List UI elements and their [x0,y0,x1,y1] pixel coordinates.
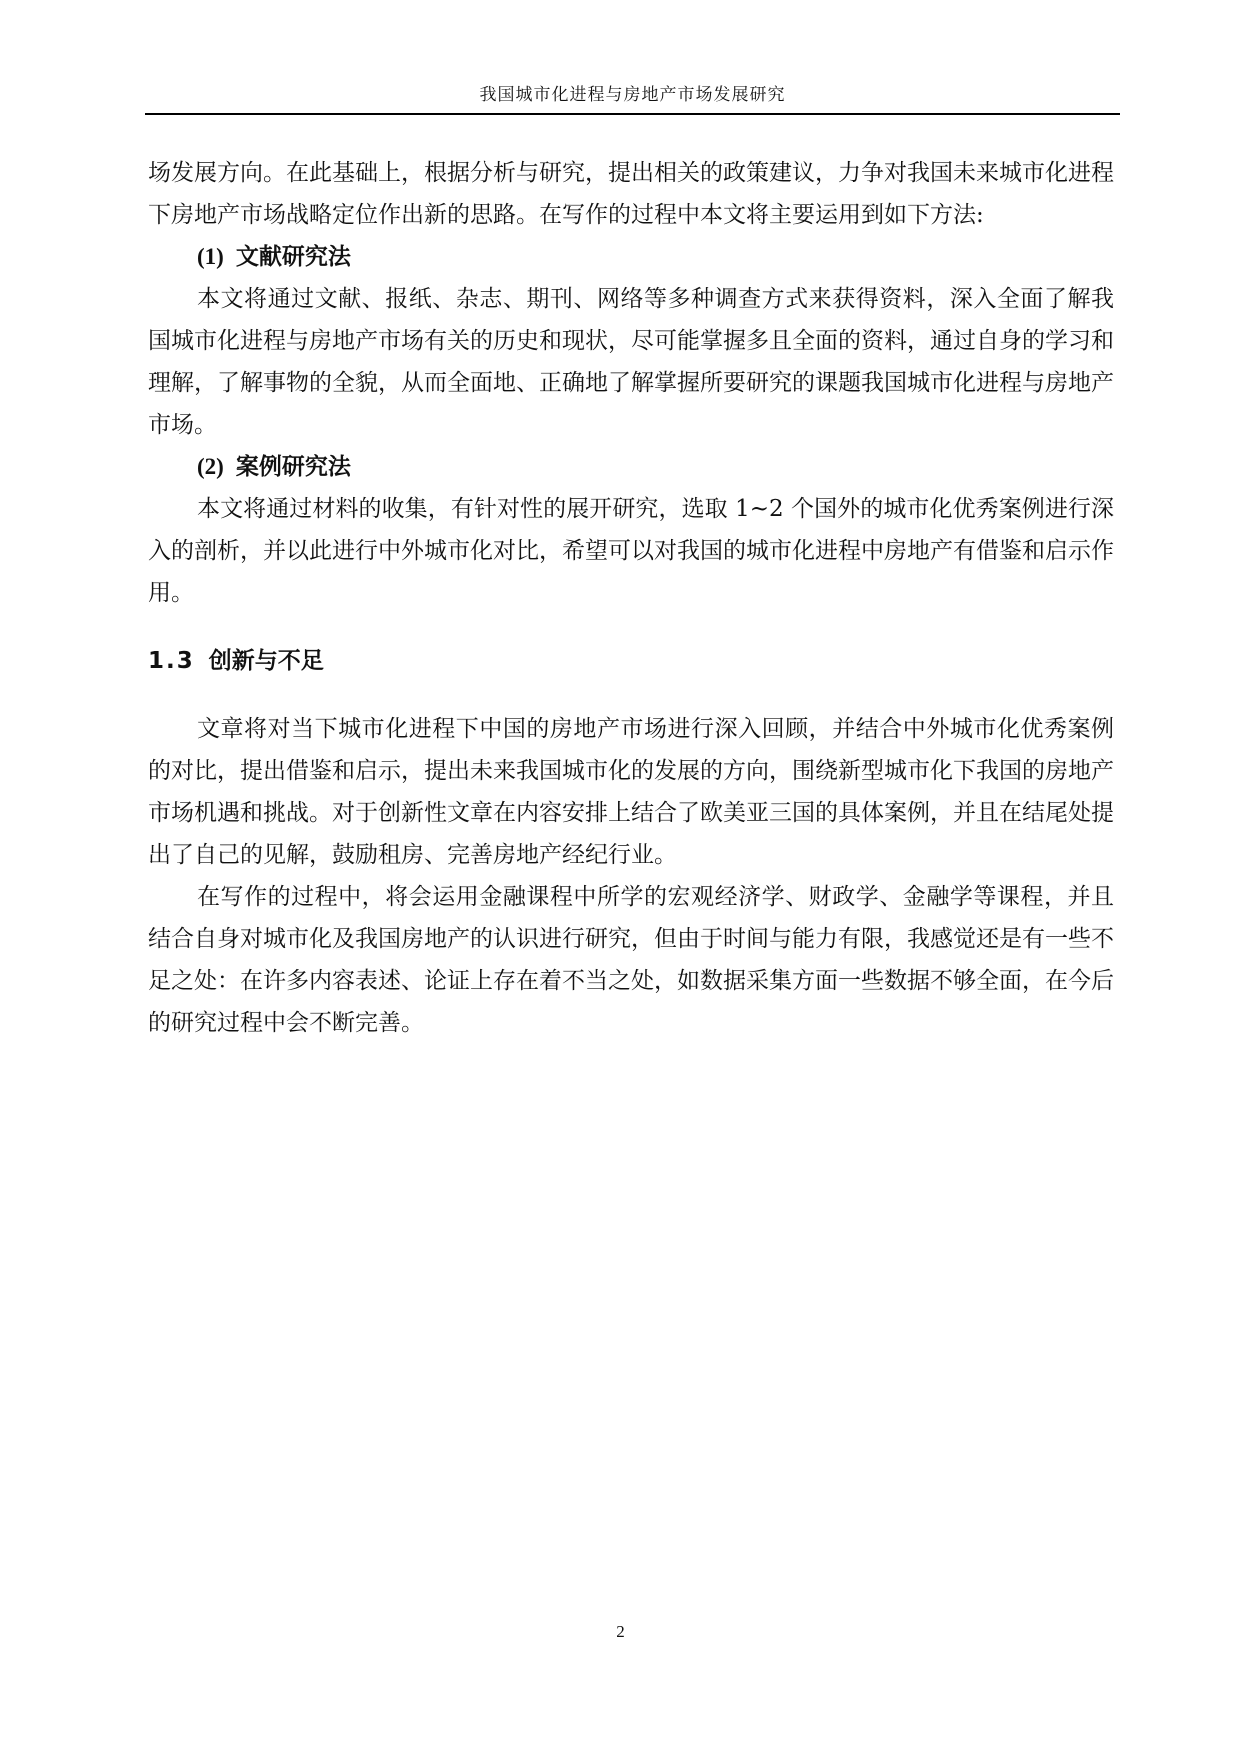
intro-paragraph: 场发展方向。在此基础上，根据分析与研究，提出相关的政策建议，力争对我国未来城市化进程下房地产市场战略定位作出新的思路。在写作的过程中本文将主要运用到如下方法: [148,160,1114,228]
header-divider [145,113,1120,115]
method1-title: 文献研究法 [235,243,351,270]
method2-number: (2) [197,454,224,479]
method2-heading [148,446,1114,488]
section-paragraph-1: 文章将对当下城市化进程下中国的房地产市场进行深入回顾，并结合中外城市化优秀案例的对比，提出借鉴和启示，提出未来我国城市化的发展的方向，围绕新型城市化下我国的房地产市场机遇和挑战。对于创新性文章在内容安排上结合了欧美亚三国的具体案例，并且在结尾处提出了自己的见解，鼓励租房、完善房地产经纪行业。 [148,716,1114,868]
section-number: 1.3 [148,648,195,674]
section-paragraph-2: 在写作的过程中，将会运用金融课程中所学的宏观经济学、财政学、金融学等课程，并且结合自身对城市化及我国房地产的认识进行研究，但由于时间与能力有限，我感觉还是有一些不足之处：在许多内容表述、论证上存在着不当之处，如数据采集方面一些数据不够全面，在今后的研究过程中会不断完善。 [148,884,1114,1036]
method1-heading [148,236,1114,278]
method2-paragraph: 本文将通过材料的收集，有针对性的展开研究，选取 1~2 个国外的城市化优秀案例进行深入的剖析，并以此进行中外城市化对比，希望可以对我国的城市化进程中房地产有借鉴和启示作用。 [148,496,1114,606]
page-number: 2 [616,1622,625,1641]
method1-number: (1) [197,244,224,269]
method2-title: 案例研究法 [235,453,351,480]
method1-paragraph: 本文将通过文献、报纸、杂志、期刊、网络等多种调查方式来获得资料，深入全面了解我国城市化进程与房地产市场有关的历史和现状，尽可能掌握多且全面的资料，通过自身的学习和理解，了解事物的全貌，从而全面地、正确地了解掌握所要研究的课题我国城市化进程与房地产市场。 [148,286,1114,438]
running-header: 我国城市化进程与房地产市场发展研究 [479,85,786,105]
document-body [148,152,1114,1044]
section-title: 创新与不足 [208,648,324,674]
section-heading [148,640,1114,682]
